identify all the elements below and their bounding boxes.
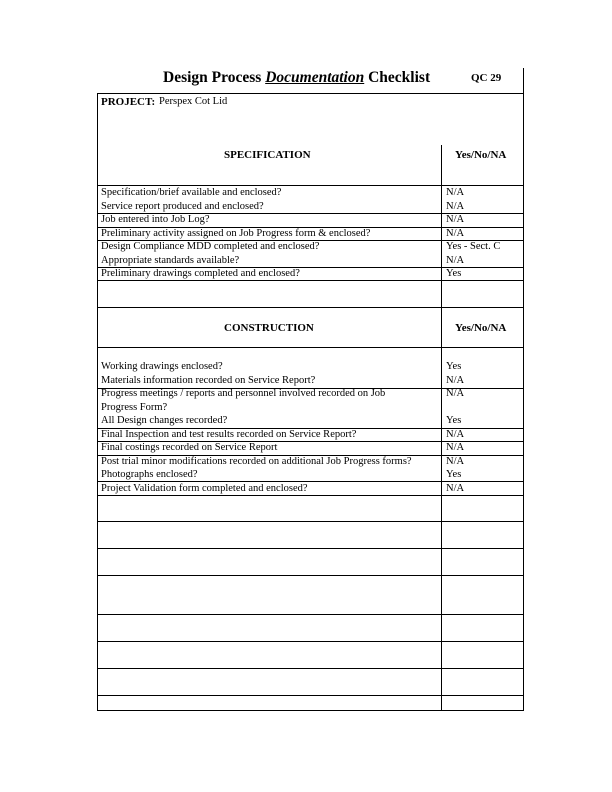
row-divider bbox=[97, 93, 524, 94]
specification-question: Preliminary drawings completed and enclosed? bbox=[101, 268, 300, 279]
construction-question: Working drawings enclosed? bbox=[101, 361, 223, 372]
construction-answer: Yes bbox=[446, 415, 462, 426]
row-divider bbox=[97, 575, 524, 576]
specification-question: Preliminary activity assigned on Job Progress form & enclosed? bbox=[101, 227, 371, 239]
construction-answer: N/A bbox=[446, 374, 465, 386]
specification-answer: Yes bbox=[446, 268, 462, 279]
row-divider bbox=[97, 668, 524, 669]
specification-column-header: Yes/No/NA bbox=[455, 149, 507, 161]
construction-question: Materials information recorded on Service Report? bbox=[101, 374, 316, 386]
row-divider bbox=[97, 280, 524, 281]
construction-column-header: Yes/No/NA bbox=[455, 322, 507, 334]
construction-question: Progress meetings / reports and personnel involved recorded on Job bbox=[101, 388, 386, 399]
specification-question: Specification/brief available and enclosed? bbox=[101, 187, 282, 198]
specification-answer: N/A bbox=[446, 254, 465, 266]
construction-answer: N/A bbox=[446, 442, 465, 453]
construction-answer: N/A bbox=[446, 428, 465, 440]
row-divider bbox=[97, 307, 524, 308]
construction-answer: N/A bbox=[446, 455, 465, 467]
specification-question: Job entered into Job Log? bbox=[101, 214, 210, 225]
project-label: PROJECT: bbox=[101, 96, 156, 108]
specification-answer: N/A bbox=[446, 227, 465, 239]
construction-answer: Yes bbox=[446, 361, 462, 372]
row-divider bbox=[97, 185, 524, 186]
row-divider bbox=[97, 548, 524, 549]
specification-answer: N/A bbox=[446, 187, 465, 198]
specification-question: Service report produced and enclosed? bbox=[101, 200, 264, 212]
specification-question: Design Compliance MDD completed and enclosed? bbox=[101, 241, 320, 252]
specification-answer: Yes - Sect. C bbox=[446, 241, 501, 252]
row-divider bbox=[97, 614, 524, 615]
row-divider bbox=[97, 347, 524, 348]
construction-question: Photographs enclosed? bbox=[101, 469, 198, 480]
construction-question: Final costings recorded on Service Report bbox=[101, 442, 278, 453]
construction-question: Post trial minor modifications recorded on additional Job Progress forms? bbox=[101, 455, 412, 467]
construction-heading: CONSTRUCTION bbox=[224, 322, 314, 334]
project-value: Perspex Cot Lid bbox=[159, 96, 228, 107]
row-divider bbox=[97, 521, 524, 522]
specification-answer: N/A bbox=[446, 200, 465, 212]
page-title: Design Process Documentation Checklist bbox=[163, 69, 431, 86]
specification-question: Appropriate standards available? bbox=[101, 254, 240, 266]
form-code: QC 29 bbox=[471, 72, 502, 84]
row-divider bbox=[97, 641, 524, 642]
specification-heading: SPECIFICATION bbox=[224, 149, 311, 161]
construction-answer: Yes bbox=[446, 469, 462, 480]
construction-question: All Design changes recorded? bbox=[101, 415, 228, 426]
row-divider bbox=[97, 495, 524, 496]
construction-question: Final Inspection and test results recorded on Service Report? bbox=[101, 428, 357, 440]
construction-question: Progress Form? bbox=[101, 401, 168, 413]
construction-answer: N/A bbox=[446, 482, 465, 494]
construction-answer: N/A bbox=[446, 388, 465, 399]
row-divider bbox=[97, 710, 524, 711]
row-divider bbox=[97, 695, 524, 696]
specification-answer: N/A bbox=[446, 214, 465, 225]
construction-question: Project Validation form completed and enclosed? bbox=[101, 482, 308, 494]
